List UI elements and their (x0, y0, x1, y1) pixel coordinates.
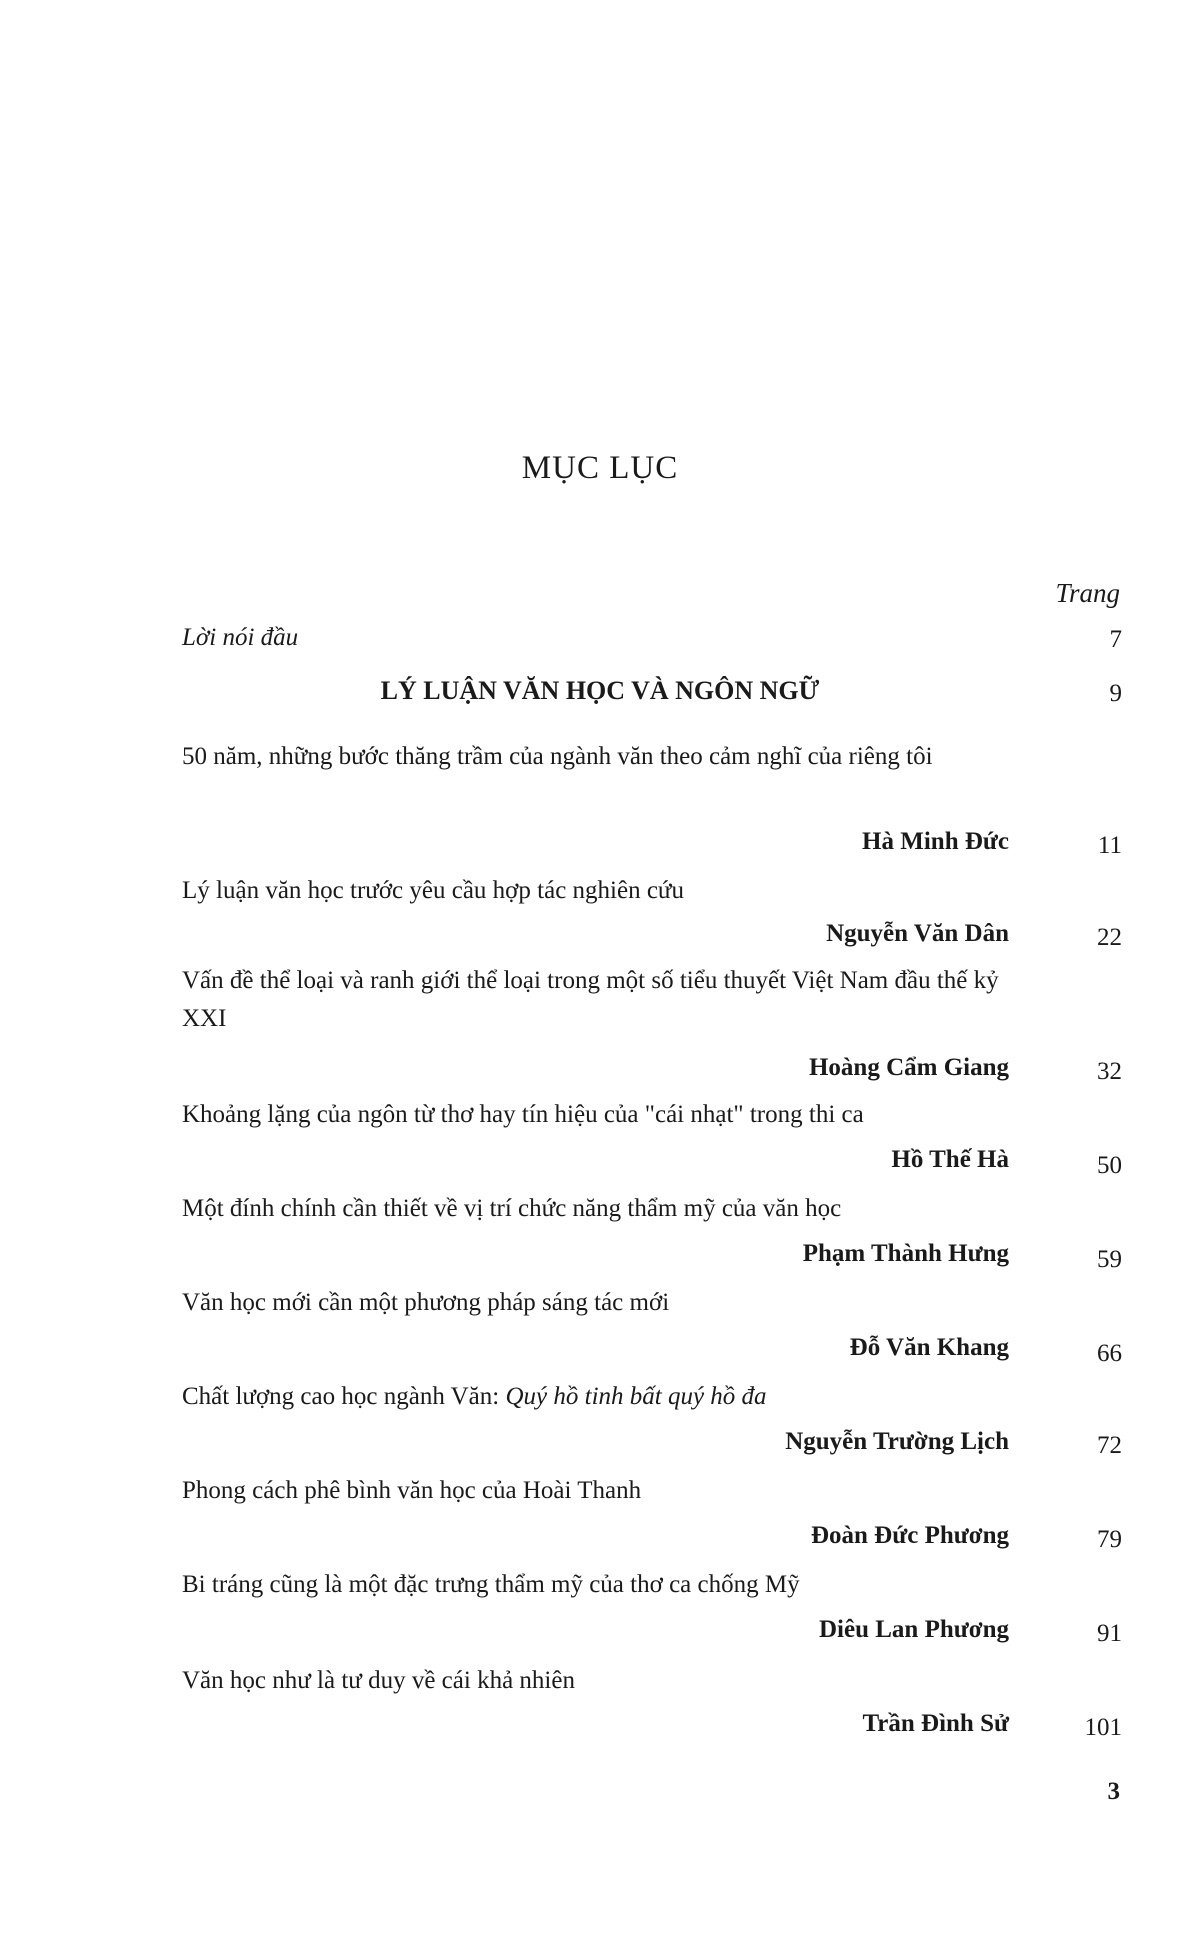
toc-entry-author: Đỗ Văn Khang (849, 1334, 1009, 1361)
toc-entry-title: Vấn đề thể loại và ranh giới thể loại trong một số tiểu thuyết Việt Nam đầu thế kỷ XXI (182, 967, 999, 1032)
toc-entry-author: Trần Đình Sử (862, 1710, 1009, 1737)
toc-entry-page: 32 (1097, 1058, 1122, 1085)
section-heading: LÝ LUẬN VĂN HỌC VÀ NGÔN NGỮ (380, 676, 820, 705)
page-title: MỤC LỤC (521, 450, 679, 486)
toc-entry-page: 11 (1097, 832, 1122, 859)
toc-entry-page: 59 (1097, 1246, 1122, 1273)
toc-entry-page: 72 (1097, 1432, 1122, 1459)
toc-entry-page: 50 (1097, 1152, 1122, 1179)
toc-entry-title-italic: Quý hồ tinh bất quý hồ đa (505, 1383, 767, 1410)
toc-entry-author: Hồ Thế Hà (891, 1146, 1009, 1173)
preface-page: 7 (1109, 626, 1122, 653)
toc-entry-page: 22 (1097, 924, 1122, 951)
toc-entry-title: Văn học mới cần một phương pháp sáng tác mới (182, 1289, 670, 1316)
toc-entry-author: Nguyễn Trường Lịch (785, 1428, 1009, 1455)
page-number: 3 (1107, 1778, 1120, 1805)
toc-entry-author: Nguyễn Văn Dân (826, 920, 1009, 947)
toc-entry-author: Đoàn Đức Phương (810, 1522, 1009, 1549)
toc-entry-title: Một đính chính cần thiết về vị trí chức năng thẩm mỹ của văn học (182, 1195, 842, 1222)
toc-entry-title: Khoảng lặng của ngôn từ thơ hay tín hiệu của "cái nhạt" trong thi ca (182, 1101, 864, 1128)
page-column-header: Trang (1055, 578, 1120, 608)
toc-entry-title: Văn học như là tư duy về cái khả nhiên (182, 1667, 575, 1694)
toc-entry-author: Phạm Thành Hưng (802, 1240, 1009, 1267)
toc-entry-title-prefix: Chất lượng cao học ngành Văn: (182, 1383, 506, 1410)
toc-entry-author: Hà Minh Đức (862, 828, 1009, 855)
toc-entry-title: Phong cách phê bình văn học của Hoài Thanh (182, 1477, 642, 1504)
toc-entry-page: 101 (1084, 1714, 1122, 1741)
toc-entry-author: Diêu Lan Phương (818, 1616, 1009, 1643)
toc-entry-author: Hoàng Cẩm Giang (808, 1054, 1009, 1081)
section-page: 9 (1109, 680, 1122, 707)
toc-entry-title: Bi tráng cũng là một đặc trưng thẩm mỹ của thơ ca chống Mỹ (182, 1571, 800, 1598)
toc-entry-title (182, 1378, 1022, 1416)
toc-entry-title: Lý luận văn học trước yêu cầu hợp tác nghiên cứu (182, 877, 684, 904)
toc-entry-page: 91 (1097, 1620, 1122, 1647)
toc-entry-title: 50 năm, những bước thăng trầm của ngành văn theo cảm nghĩ của riêng tôi (182, 743, 933, 770)
toc-entry-page: 79 (1097, 1526, 1122, 1553)
toc-entry-page: 66 (1097, 1340, 1122, 1367)
preface-label: Lời nói đầu (182, 624, 299, 651)
